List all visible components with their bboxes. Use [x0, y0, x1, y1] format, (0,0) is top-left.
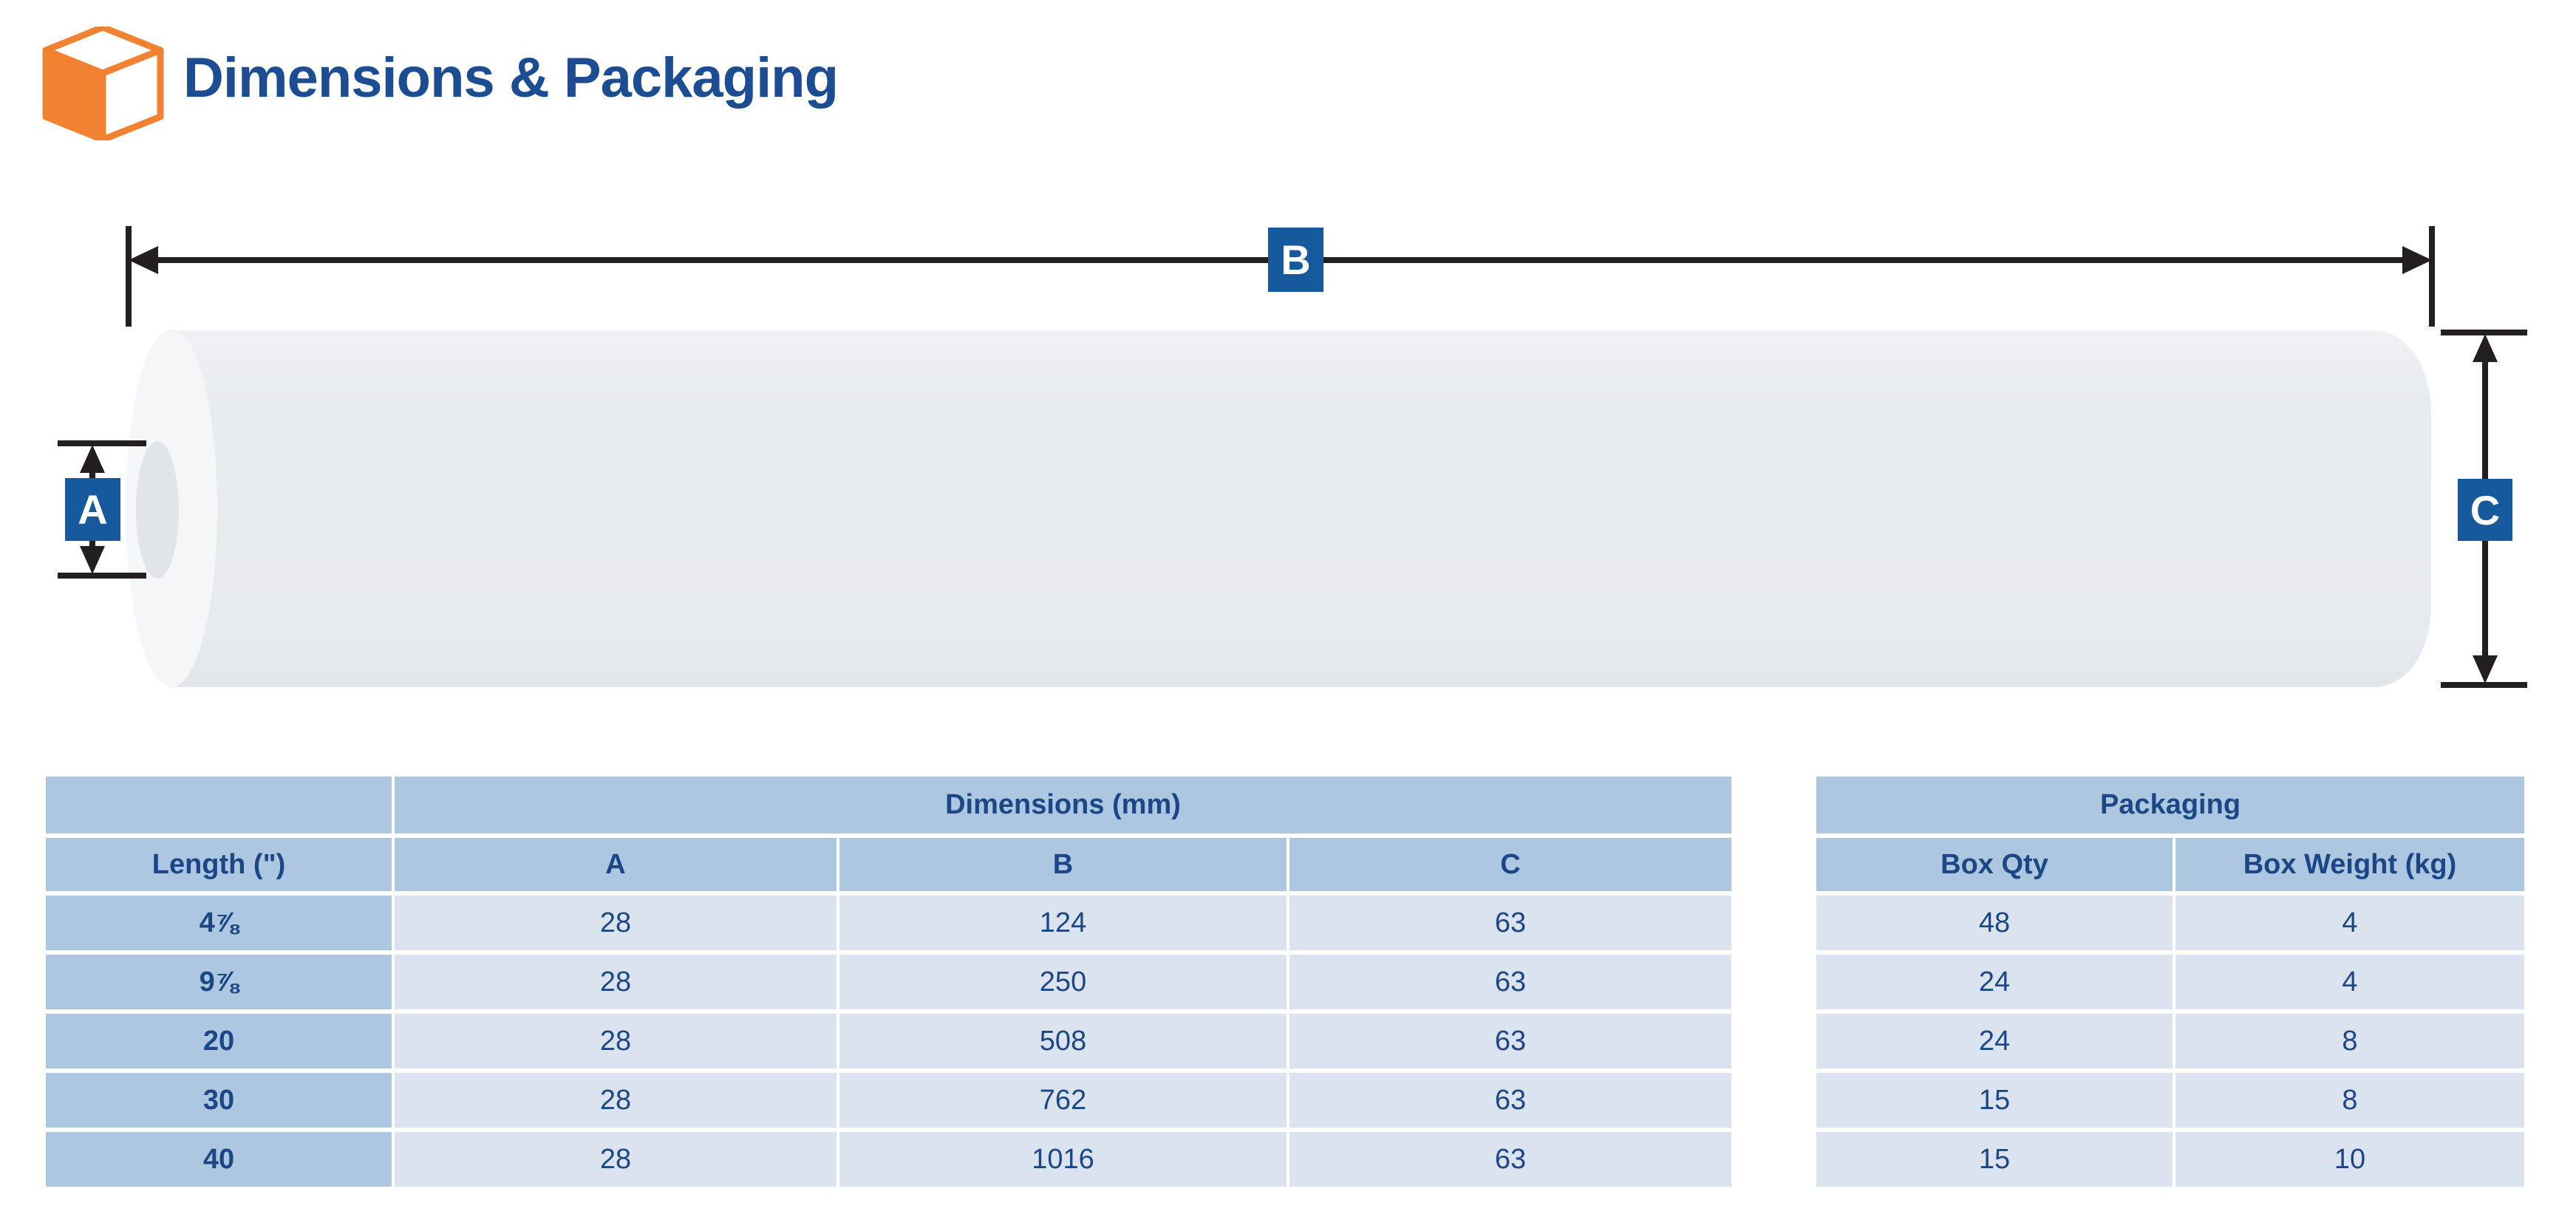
table-row	[1816, 955, 2524, 1009]
dimension-label-c-text: C	[2470, 486, 2501, 533]
length-cell: 9⅞	[46, 955, 392, 1009]
dimensions-table-column-header-row	[46, 838, 1731, 891]
box-weight-cell: 8	[2175, 1014, 2524, 1068]
length-cell: 20	[46, 1014, 392, 1068]
length-cell: 30	[46, 1073, 392, 1128]
dimension-label-b-text: B	[1281, 236, 1311, 283]
dim-b-cell: 124	[839, 896, 1287, 950]
box-weight-cell: 8	[2175, 1073, 2524, 1128]
table-row	[1816, 1014, 2524, 1068]
dim-a-cell: 28	[395, 955, 836, 1009]
table-row	[1816, 1073, 2524, 1128]
box-qty-cell: 15	[1816, 1132, 2173, 1187]
dim-a-cell: 28	[395, 1014, 836, 1068]
box-weight-cell: 4	[2175, 896, 2524, 950]
dim-a-cell: 28	[395, 1073, 836, 1128]
dim-a-cell: 28	[395, 1132, 836, 1187]
box-qty-cell: 24	[1816, 955, 2173, 1009]
dimension-label-a	[65, 478, 120, 541]
packaging-table-column-header-row	[1816, 838, 2524, 891]
dimension-label-b	[1268, 228, 1323, 292]
table-row	[1816, 896, 2524, 950]
dim-b-cell: 250	[839, 955, 1287, 1009]
dimensions-table-corner-cell	[46, 777, 392, 833]
box-qty-cell: 15	[1816, 1073, 2173, 1128]
column-header-c: C	[1289, 838, 1731, 891]
packaging-table-group-header: Packaging	[1816, 777, 2524, 833]
packaging-table	[1813, 772, 2527, 1191]
dim-b-cell: 762	[839, 1073, 1287, 1128]
dim-c-cell: 63	[1289, 955, 1731, 1009]
column-header-length: Length (")	[46, 838, 392, 891]
column-header-b: B	[839, 838, 1287, 891]
page-title: Dimensions & Packaging	[183, 47, 839, 109]
column-header-box-qty: Box Qty	[1816, 838, 2173, 891]
packaging-table-group-header-row	[1816, 777, 2524, 833]
column-header-a: A	[395, 838, 836, 891]
dim-a-cell: 28	[395, 896, 836, 950]
box-weight-cell: 10	[2175, 1132, 2524, 1187]
dim-c-cell: 63	[1289, 1132, 1731, 1187]
table-row	[1816, 1132, 2524, 1187]
dimension-label-c	[2458, 479, 2512, 541]
dim-b-cell: 508	[839, 1014, 1287, 1068]
box-weight-cell: 4	[2175, 955, 2524, 1009]
dim-c-cell: 63	[1289, 1073, 1731, 1128]
length-cell: 4⅞	[46, 896, 392, 950]
dimensions-table-group-header-row	[46, 777, 1731, 833]
dimension-label-a-text: A	[78, 486, 108, 533]
dim-c-cell: 63	[1289, 896, 1731, 950]
table-row	[46, 955, 1731, 1009]
dim-b-cell: 1016	[839, 1132, 1287, 1187]
table-row	[46, 896, 1731, 950]
length-cell: 40	[46, 1132, 392, 1187]
column-header-box-weight: Box Weight (kg)	[2175, 838, 2524, 891]
table-row	[46, 1132, 1731, 1187]
box-qty-cell: 24	[1816, 1014, 2173, 1068]
table-row	[46, 1014, 1731, 1068]
dim-c-cell: 63	[1289, 1014, 1731, 1068]
table-row	[46, 1073, 1731, 1128]
box-qty-cell: 48	[1816, 896, 2173, 950]
dimensions-table-group-header: Dimensions (mm)	[395, 777, 1731, 833]
dimensions-table	[43, 772, 1734, 1191]
filter-cartridge-cylinder	[126, 330, 2431, 687]
